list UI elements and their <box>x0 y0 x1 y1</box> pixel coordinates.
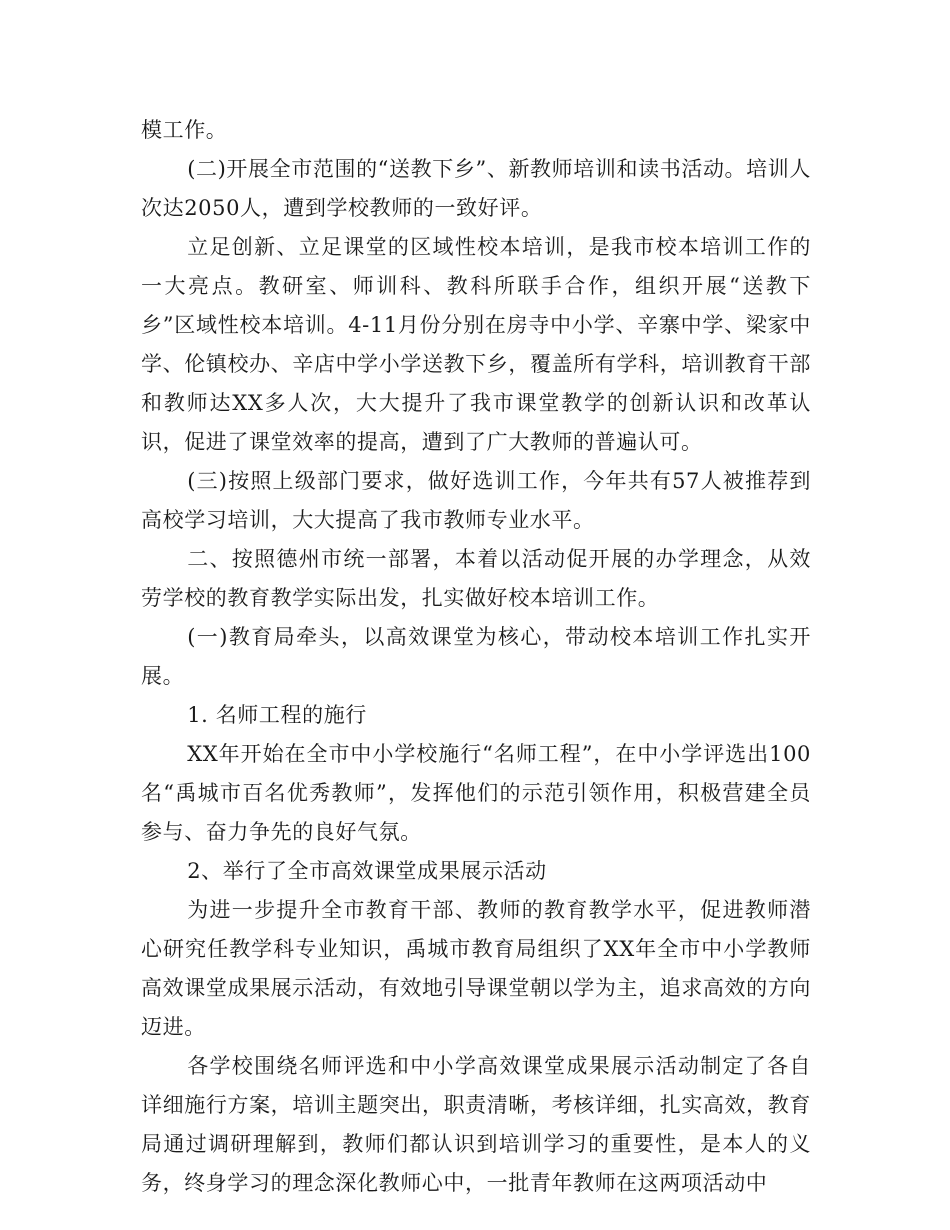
item-heading-2: 2、举行了全市高效课堂成果展示活动 <box>187 859 547 883</box>
document-body <box>141 111 811 1203</box>
paragraph-regional-training: 立足创新、立足课堂的区域性校本培训，是我市校本培训工作的一大亮点。教研室、师训科、教科所联手合作，组织开展“送教下乡”区域性校本培训。4-11月份分别在房寺中小学、辛寨中学、梁家中学、伦镇校办、辛店中学小学送教下乡，覆盖所有学科，培训教育干部和教师达XX多人次，大大提升了我市课堂教学的创新认识和改革认识，促进了课堂效率的提高，遭到了广大教师的普遍认可。 <box>141 235 811 454</box>
subheading-1: (一)教育局牵头，以高效课堂为核心，带动校本培训工作扎实开展。 <box>141 625 811 688</box>
paragraph-schools-plan: 各学校围绕名师评选和中小学高效课堂成果展示活动制定了各自详细施行方案，培训主题突出，职责清晰，考核详细，扎实高效，教育局通过调研理解到，教师们都认识到培训学习的重要性，是本人的义务，终身学习的理念深化教师心中，一批青年教师在这两项活动中 <box>141 1054 811 1195</box>
heading-part-2: 二、按照德州市统一部署，本着以活动促开展的办学理念，从效劳学校的教育教学实际出发，扎实做好校本培训工作。 <box>141 547 811 610</box>
paragraph-continuation: 模工作。 <box>141 118 228 142</box>
paragraph-showcase: 为进一步提升全市教育干部、教师的教育教学水平，促进教师潜心研究任教学科专业知识，禹城市教育局组织了XX年全市中小学教师高效课堂成果展示活动，有效地引导课堂朝以学为主，追求高效的方向迈进。 <box>141 898 811 1039</box>
paragraph-famous-teacher: XX年开始在全市中小学校施行“名师工程”，在中小学评选出100名“禹城市百名优秀教师”，发挥他们的示范引领作用，积极营建全员参与、奋力争先的良好气氛。 <box>141 742 811 844</box>
item-heading-1: 1. 名师工程的施行 <box>187 703 367 727</box>
paragraph-section-3: (三)按照上级部门要求，做好选训工作，今年共有57人被推荐到高校学习培训，大大提高了我市教师专业水平。 <box>141 469 811 532</box>
paragraph-section-2: (二)开展全市范围的“送教下乡”、新教师培训和读书活动。培训人次达2050人，遭到学校教师的一致好评。 <box>141 157 811 220</box>
